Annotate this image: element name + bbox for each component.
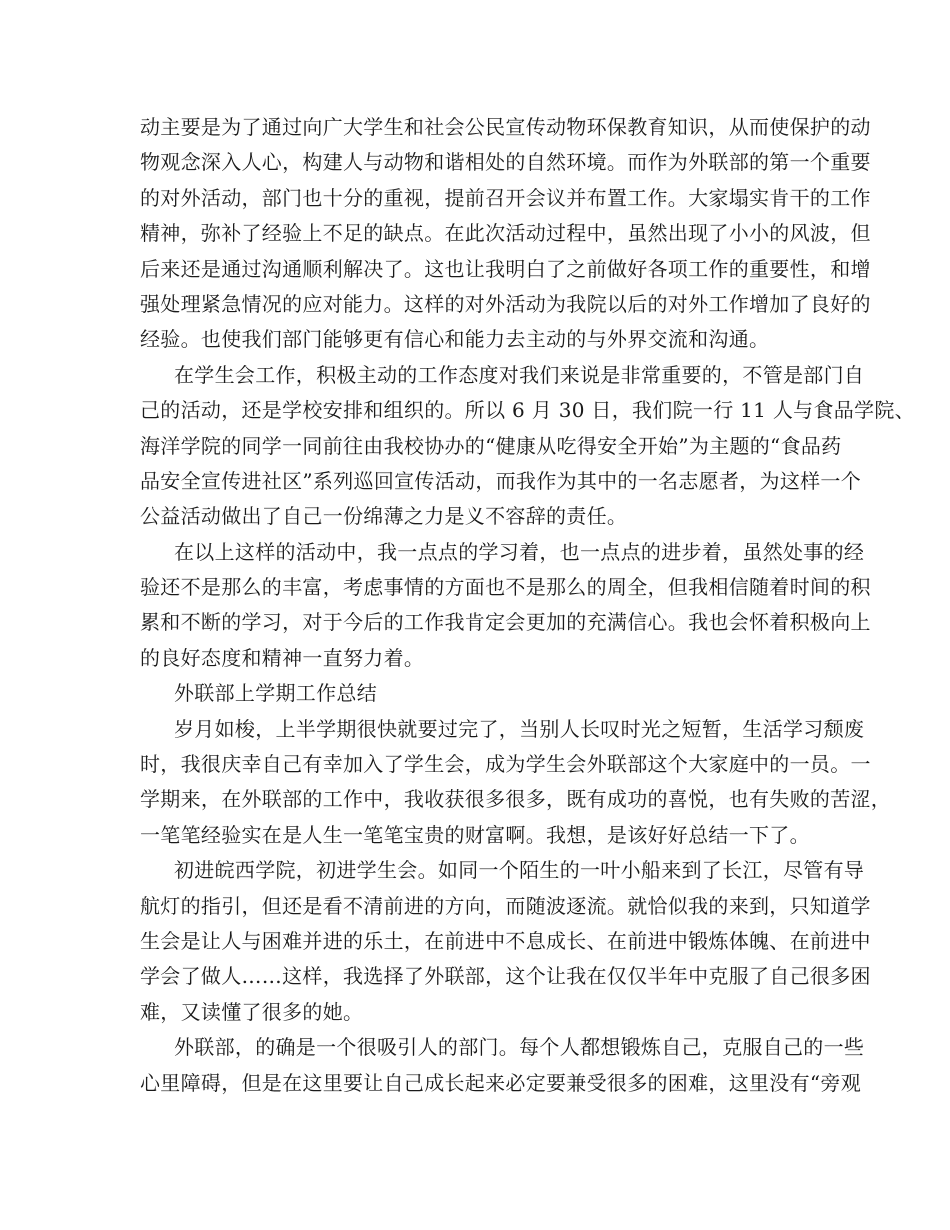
paragraph-line: 学会了做人……这样，我选择了外联部，这个让我在仅仅半年中克服了自己很多困	[140, 964, 871, 989]
paragraph-line: 在学生会工作，积极主动的工作态度对我们来说是非常重要的，不管是部门自	[174, 362, 865, 387]
paragraph-line: 外联部，的确是一个很吸引人的部门。每个人都想锻炼自己，克服自己的一些	[174, 1035, 865, 1060]
paragraph-line: 后来还是通过沟通顺利解决了。这也让我明白了之前做好各项工作的重要性，和增	[140, 256, 871, 281]
paragraph-line: 学期来，在外联部的工作中，我收获很多很多，既有成功的喜悦，也有失败的苦涩，	[140, 787, 892, 812]
document-body	[140, 110, 915, 1101]
paragraph-line: 的良好态度和精神一直努力着。	[140, 645, 425, 670]
paragraph-line: 物观念深入人心，构建人与动物和谐相处的自然环境。而作为外联部的第一个重要	[140, 150, 871, 175]
paragraph-line: 累和不断的学习，对于今后的工作我肯定会更加的充满信心。我也会怀着积极向上	[140, 610, 871, 635]
paragraph-line: 经验。也使我们部门能够更有信心和能力去主动的与外界交流和沟通。	[140, 327, 770, 352]
paragraph-line: 航灯的指引，但还是看不清前进的方向，而随波逐流。就恰似我的来到，只知道学	[140, 893, 871, 918]
paragraph-line: 强处理紧急情况的应对能力。这样的对外活动为我院以后的对外工作增加了良好的	[140, 291, 871, 316]
paragraph-line: 海洋学院的同学一同前往由我校协办的“健康从吃得安全开始”为主题的“食品药	[140, 433, 842, 458]
paragraph-line: 动主要是为了通过向广大学生和社会公民宣传动物环保教育知识，从而使保护的动	[140, 115, 871, 139]
paragraph-line: 难，又读懂了很多的她。	[140, 999, 364, 1024]
paragraph-line: 品安全宣传进社区”系列巡回宣传活动，而我作为其中的一名志愿者，为这样一个	[140, 468, 862, 493]
paragraph-line: 岁月如梭，上半学期很快就要过完了，当别人长叹时光之短暂，生活学习颓废	[174, 716, 865, 741]
paragraph-line: 生会是让人与困难并进的乐土，在前进中不息成长、在前进中锻炼体魄、在前进中	[140, 928, 871, 953]
paragraph-line: 己的活动，还是学校安排和组织的。所以 6 月 30 日，我们院一行 11 人与食品学院、	[140, 398, 915, 423]
paragraph-line: 精神，弥补了经验上不足的缺点。在此次活动过程中，虽然出现了小小的风波，但	[140, 221, 871, 246]
paragraph-line: 初进皖西学院，初进学生会。如同一个陌生的一叶小船来到了长江，尽管有导	[174, 858, 865, 883]
paragraph-line: 公益活动做出了自己一份绵薄之力是义不容辞的责任。	[140, 504, 628, 529]
paragraph-line: 在以上这样的活动中，我一点点的学习着，也一点点的进步着，虽然处事的经	[174, 539, 865, 564]
section-title: 外联部上学期工作总结	[174, 681, 377, 706]
paragraph-line: 一笔笔经验实在是人生一笔笔宝贵的财富啊。我想，是该好好总结一下了。	[140, 822, 810, 847]
paragraph-line: 心里障碍，但是在这里要让自己成长起来必定要兼受很多的困难，这里没有“旁观	[140, 1070, 862, 1095]
paragraph-line: 验还不是那么的丰富，考虑事情的方面也不是那么的周全，但我相信随着时间的积	[140, 575, 871, 600]
paragraph-line: 的对外活动，部门也十分的重视，提前召开会议并布置工作。大家塌实肯干的工作	[140, 185, 871, 210]
paragraph-line: 时，我很庆幸自己有幸加入了学生会，成为学生会外联部这个大家庭中的一员。一	[140, 752, 871, 777]
